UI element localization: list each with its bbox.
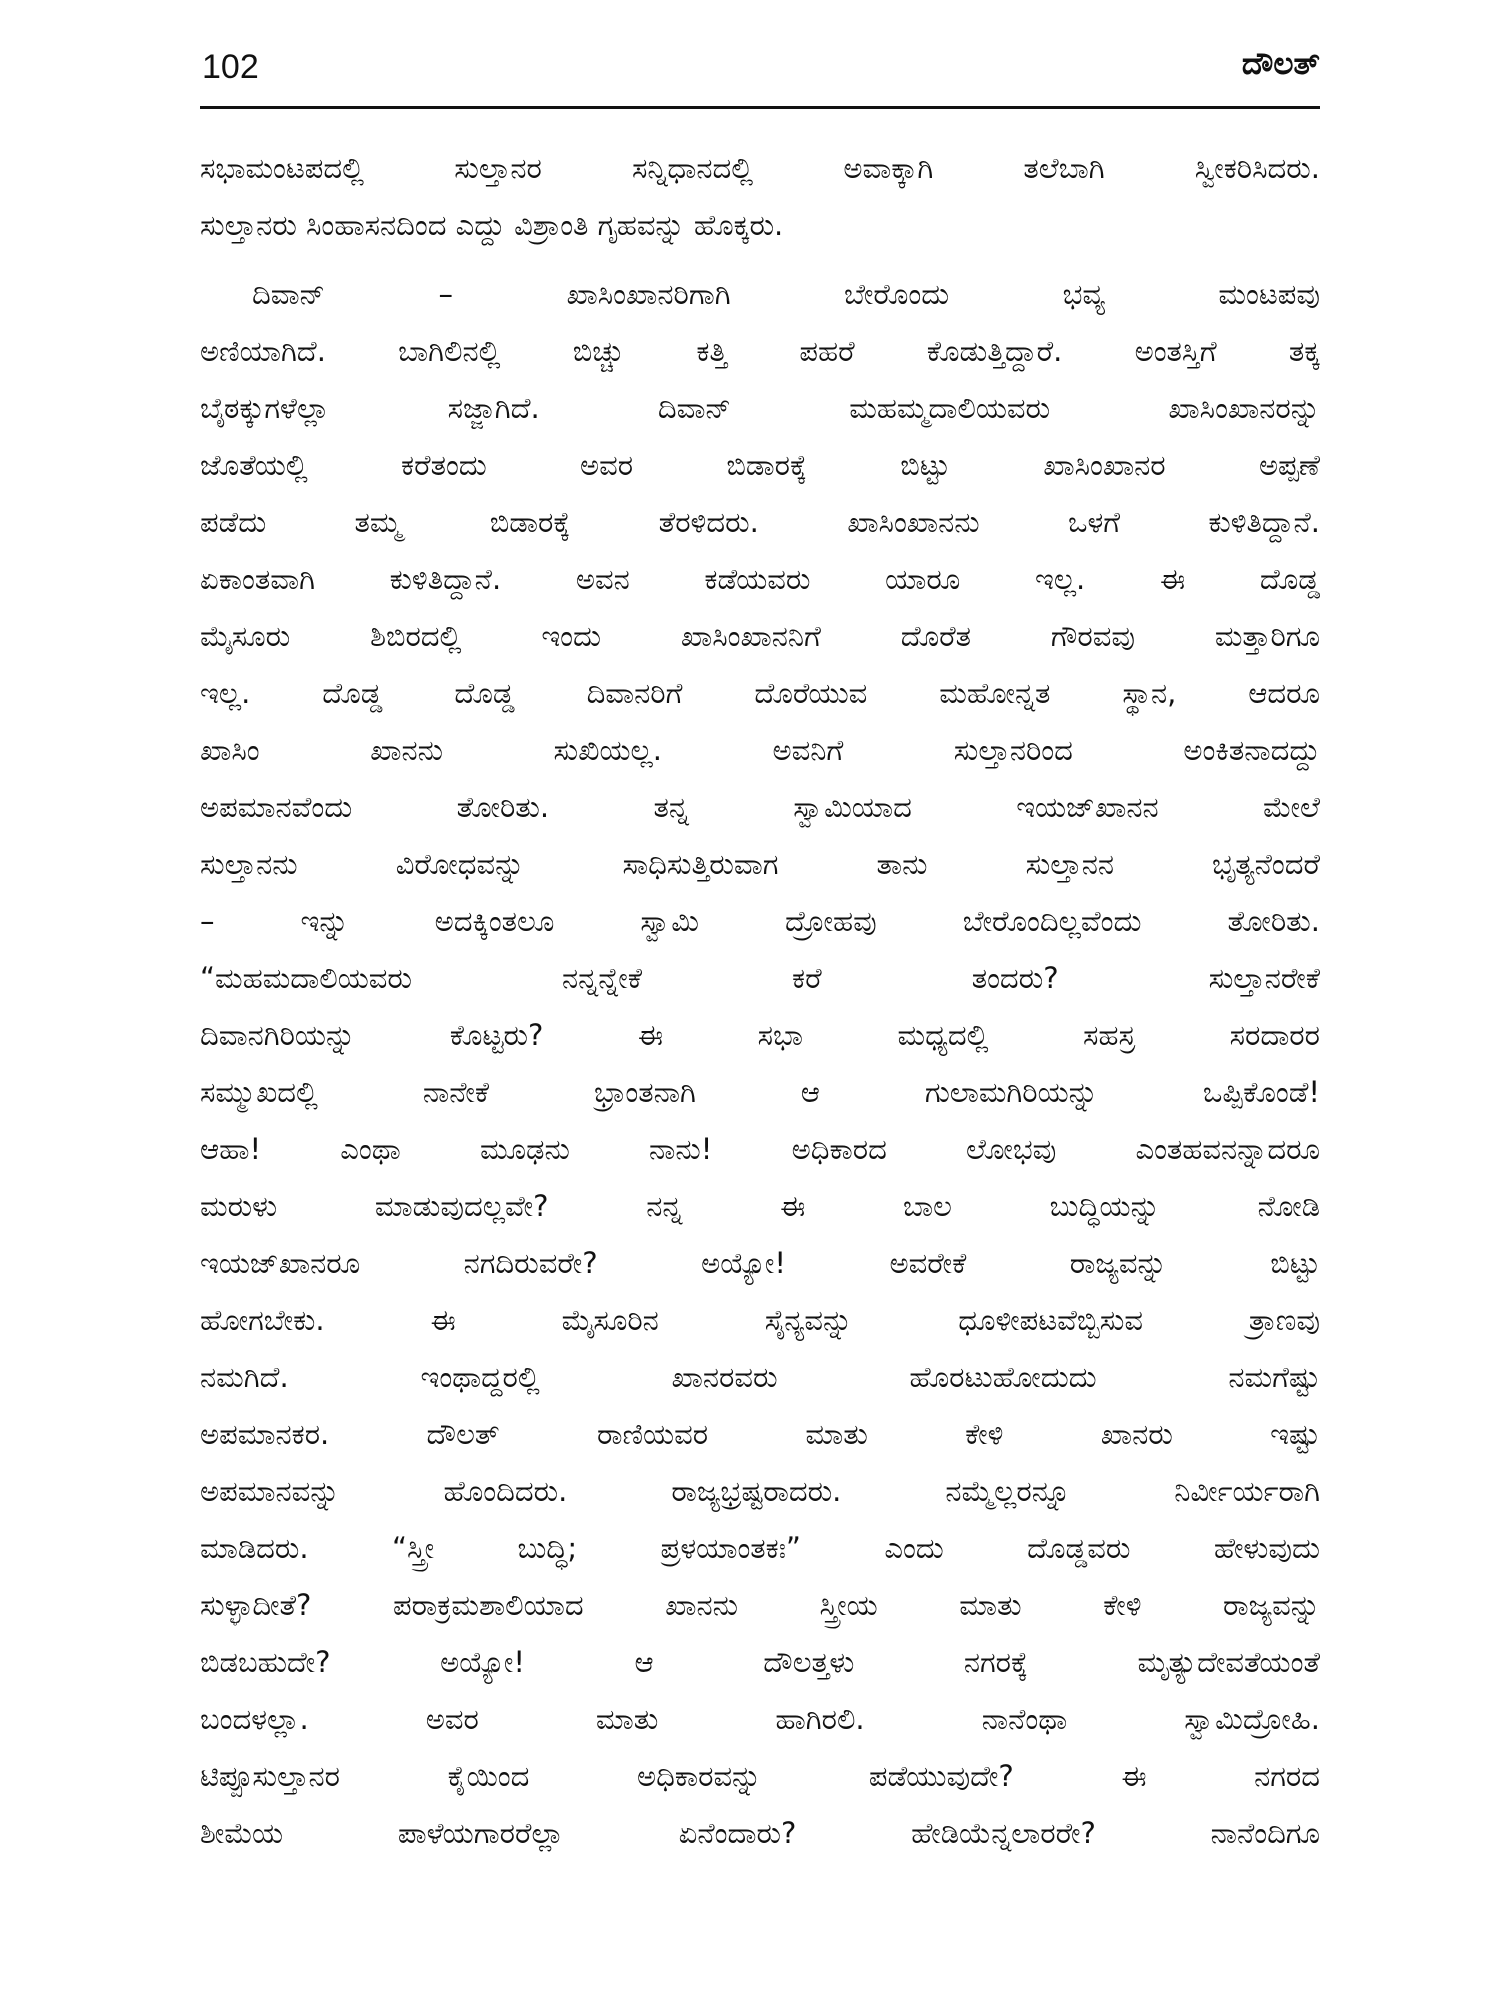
text-line: ಅಣಿಯಾಗಿದೆ. ಬಾಗಿಲಿನಲ್ಲಿ ಬಿಚ್ಚು ಕತ್ತಿ ಪಹರೆ ಕೊಡುತ್ತಿದ್ದಾರೆ. ಅಂತಸ್ತಿಗೆ ತಕ್ಕ <box>200 334 1320 368</box>
text-line: ಅಪಮಾನವೆಂದು ತೋರಿತು. ತನ್ನ ಸ್ವಾಮಿಯಾದ ಇಯಜ್‌ಖಾನನ ಮೇಲೆ <box>200 790 1320 824</box>
text-line: ಅಪಮಾನಕರ. ದೌಲತ್ ರಾಣಿಯವರ ಮಾತು ಕೇಳಿ ಖಾನರು ಇಷ್ಟು <box>200 1417 1320 1451</box>
text-line: – ಇನ್ನು ಅದಕ್ಕಿಂತಲೂ ಸ್ವಾಮಿ ದ್ರೋಹವು ಬೇರೊಂದಿಲ್ಲವೆಂದು ತೋರಿತು. <box>200 904 1320 938</box>
body-text <box>200 140 1320 1862</box>
text-line: ಜೊತೆಯಲ್ಲಿ ಕರೆತಂದು ಅವರ ಬಿಡಾರಕ್ಕೆ ಬಿಟ್ಟು ಖಾಸಿಂಖಾನರ ಅಪ್ಪಣೆ <box>200 448 1320 482</box>
page-number: 102 <box>202 48 259 86</box>
text-line: ಮರುಳು ಮಾಡುವುದಲ್ಲವೇ? ನನ್ನ ಈ ಬಾಲ ಬುದ್ಧಿಯನ್ನು ನೋಡಿ <box>200 1189 1320 1223</box>
page-header <box>200 40 1320 104</box>
text-line: ಇಲ್ಲ. ದೊಡ್ಡ ದೊಡ್ಡ ದಿವಾನರಿಗೆ ದೊರೆಯುವ ಮಹೋನ್ನತ ಸ್ಥಾನ, ಆದರೂ <box>200 676 1320 710</box>
text-line: ಶೀಮೆಯ ಪಾಳೆಯಗಾರರೆಲ್ಲಾ ಏನೆಂದಾರು? ಹೇಡಿಯೆನ್ನಲಾರರೇ? ನಾನೆಂದಿಗೂ <box>200 1816 1320 1850</box>
book-page <box>200 40 1320 1850</box>
text-line: ಸಭಾಮಂಟಪದಲ್ಲಿ ಸುಲ್ತಾನರ ಸನ್ನಿಧಾನದಲ್ಲಿ ಅವಾಕ್ಕಾಗಿ ತಲೆಬಾಗಿ ಸ್ವೀಕರಿಸಿದರು. <box>200 151 1320 185</box>
text-line: ಸಮ್ಮುಖದಲ್ಲಿ ನಾನೇಕೆ ಭ್ರಾಂತನಾಗಿ ಆ ಗುಲಾಮಗಿರಿಯನ್ನು ಒಪ್ಪಿಕೊಂಡೆ! <box>200 1075 1320 1109</box>
header-rule <box>200 106 1320 109</box>
text-line: ಸುಳ್ಳಾದೀತೆ? ಪರಾಕ್ರಮಶಾಲಿಯಾದ ಖಾನನು ಸ್ತ್ರೀಯ ಮಾತು ಕೇಳಿ ರಾಜ್ಯವನ್ನು <box>200 1588 1320 1622</box>
paragraph <box>200 266 1320 1862</box>
text-line: “ಮಹಮದಾಲಿಯವರು ನನ್ನನ್ನೇಕೆ ಕರೆ ತಂದರು? ಸುಲ್ತಾನರೇಕೆ <box>200 961 1320 995</box>
text-line: ಅಪಮಾನವನ್ನು ಹೊಂದಿದರು. ರಾಜ್ಯಭ್ರಷ್ಟರಾದರು. ನಮ್ಮೆಲ್ಲರನ್ನೂ ನಿರ್ವೀರ್ಯರಾಗಿ <box>200 1474 1320 1508</box>
text-line: ಬೈಠಕ್ಕುಗಳೆಲ್ಲಾ ಸಜ್ಜಾಗಿದೆ. ದಿವಾನ್ ಮಹಮ್ಮದಾಲಿಯವರು ಖಾಸಿಂಖಾನರನ್ನು <box>200 391 1320 425</box>
text-line: ನಮಗಿದೆ. ಇಂಥಾದ್ದರಲ್ಲಿ ಖಾನರವರು ಹೊರಟುಹೋದುದು ನಮಗೆಷ್ಟು <box>200 1360 1320 1394</box>
running-head: ದೌಲತ್ <box>1241 46 1320 82</box>
text-line: ಖಾಸಿಂ ಖಾನನು ಸುಖಿಯಲ್ಲ. ಅವನಿಗೆ ಸುಲ್ತಾನರಿಂದ ಅಂಕಿತನಾದದ್ದು <box>200 733 1320 767</box>
text-line: ದಿವಾನ್ – ಖಾಸಿಂಖಾನರಿಗಾಗಿ ಬೇರೊಂದು ಭವ್ಯ ಮಂಟಪವು <box>252 277 1320 311</box>
text-line: ಆಹಾ! ಎಂಥಾ ಮೂಢನು ನಾನು! ಅಧಿಕಾರದ ಲೋಭವು ಎಂತಹವನನ್ನಾದರೂ <box>200 1132 1320 1166</box>
text-line: ಬಂದಳಲ್ಲಾ. ಅವರ ಮಾತು ಹಾಗಿರಲಿ. ನಾನೆಂಥಾ ಸ್ವಾಮಿದ್ರೋಹಿ. <box>200 1702 1320 1736</box>
text-line: ಟಿಪ್ಪೂಸುಲ್ತಾನರ ಕೈಯಿಂದ ಅಧಿಕಾರವನ್ನು ಪಡೆಯುವುದೇ? ಈ ನಗರದ <box>200 1759 1320 1793</box>
text-line: ಮಾಡಿದರು. “ಸ್ತ್ರೀ ಬುದ್ಧಿ; ಪ್ರಳಯಾಂತಕಃ” ಎಂದು ದೊಡ್ಡವರು ಹೇಳುವುದು <box>200 1531 1320 1565</box>
paragraph <box>200 140 1320 254</box>
text-line: ಏಕಾಂತವಾಗಿ ಕುಳಿತಿದ್ದಾನೆ. ಅವನ ಕಡೆಯವರು ಯಾರೂ ಇಲ್ಲ. ಈ ದೊಡ್ಡ <box>200 562 1320 596</box>
text-line: ಪಡೆದು ತಮ್ಮ ಬಿಡಾರಕ್ಕೆ ತೆರಳಿದರು. ಖಾಸಿಂಖಾನನು ಒಳಗೆ ಕುಳಿತಿದ್ದಾನೆ. <box>200 505 1320 539</box>
text-line: ಇಯಜ್‌ಖಾನರೂ ನಗದಿರುವರೇ? ಅಯ್ಯೋ! ಅವರೇಕೆ ರಾಜ್ಯವನ್ನು ಬಿಟ್ಟು <box>200 1246 1320 1280</box>
text-line: ಸುಲ್ತಾನರು ಸಿಂಹಾಸನದಿಂದ ಎದ್ದು ವಿಶ್ರಾಂತಿ ಗೃಹವನ್ನು ಹೊಕ್ಕರು. <box>200 208 784 242</box>
text-line: ಬಿಡಬಹುದೇ? ಅಯ್ಯೋ! ಆ ದೌಲತ್ತಳು ನಗರಕ್ಕೆ ಮೃತ್ಯುದೇವತೆಯಂತೆ <box>200 1645 1320 1679</box>
text-line: ಮೈಸೂರು ಶಿಬಿರದಲ್ಲಿ ಇಂದು ಖಾಸಿಂಖಾನನಿಗೆ ದೊರೆತ ಗೌರವವು ಮತ್ತಾರಿಗೂ <box>200 619 1320 653</box>
text-line: ಹೋಗಬೇಕು. ಈ ಮೈಸೂರಿನ ಸೈನ್ಯವನ್ನು ಧೂಳೀಪಟವೆಬ್ಬಿಸುವ ತ್ರಾಣವು <box>200 1303 1320 1337</box>
text-line: ಸುಲ್ತಾನನು ವಿರೋಧವನ್ನು ಸಾಧಿಸುತ್ತಿರುವಾಗ ತಾನು ಸುಲ್ತಾನನ ಭೃತ್ಯನೆಂದರೆ <box>200 847 1320 881</box>
text-line: ದಿವಾನಗಿರಿಯನ್ನು ಕೊಟ್ಟರು? ಈ ಸಭಾ ಮಧ್ಯದಲ್ಲಿ ಸಹಸ್ರ ಸರದಾರರ <box>200 1018 1320 1052</box>
